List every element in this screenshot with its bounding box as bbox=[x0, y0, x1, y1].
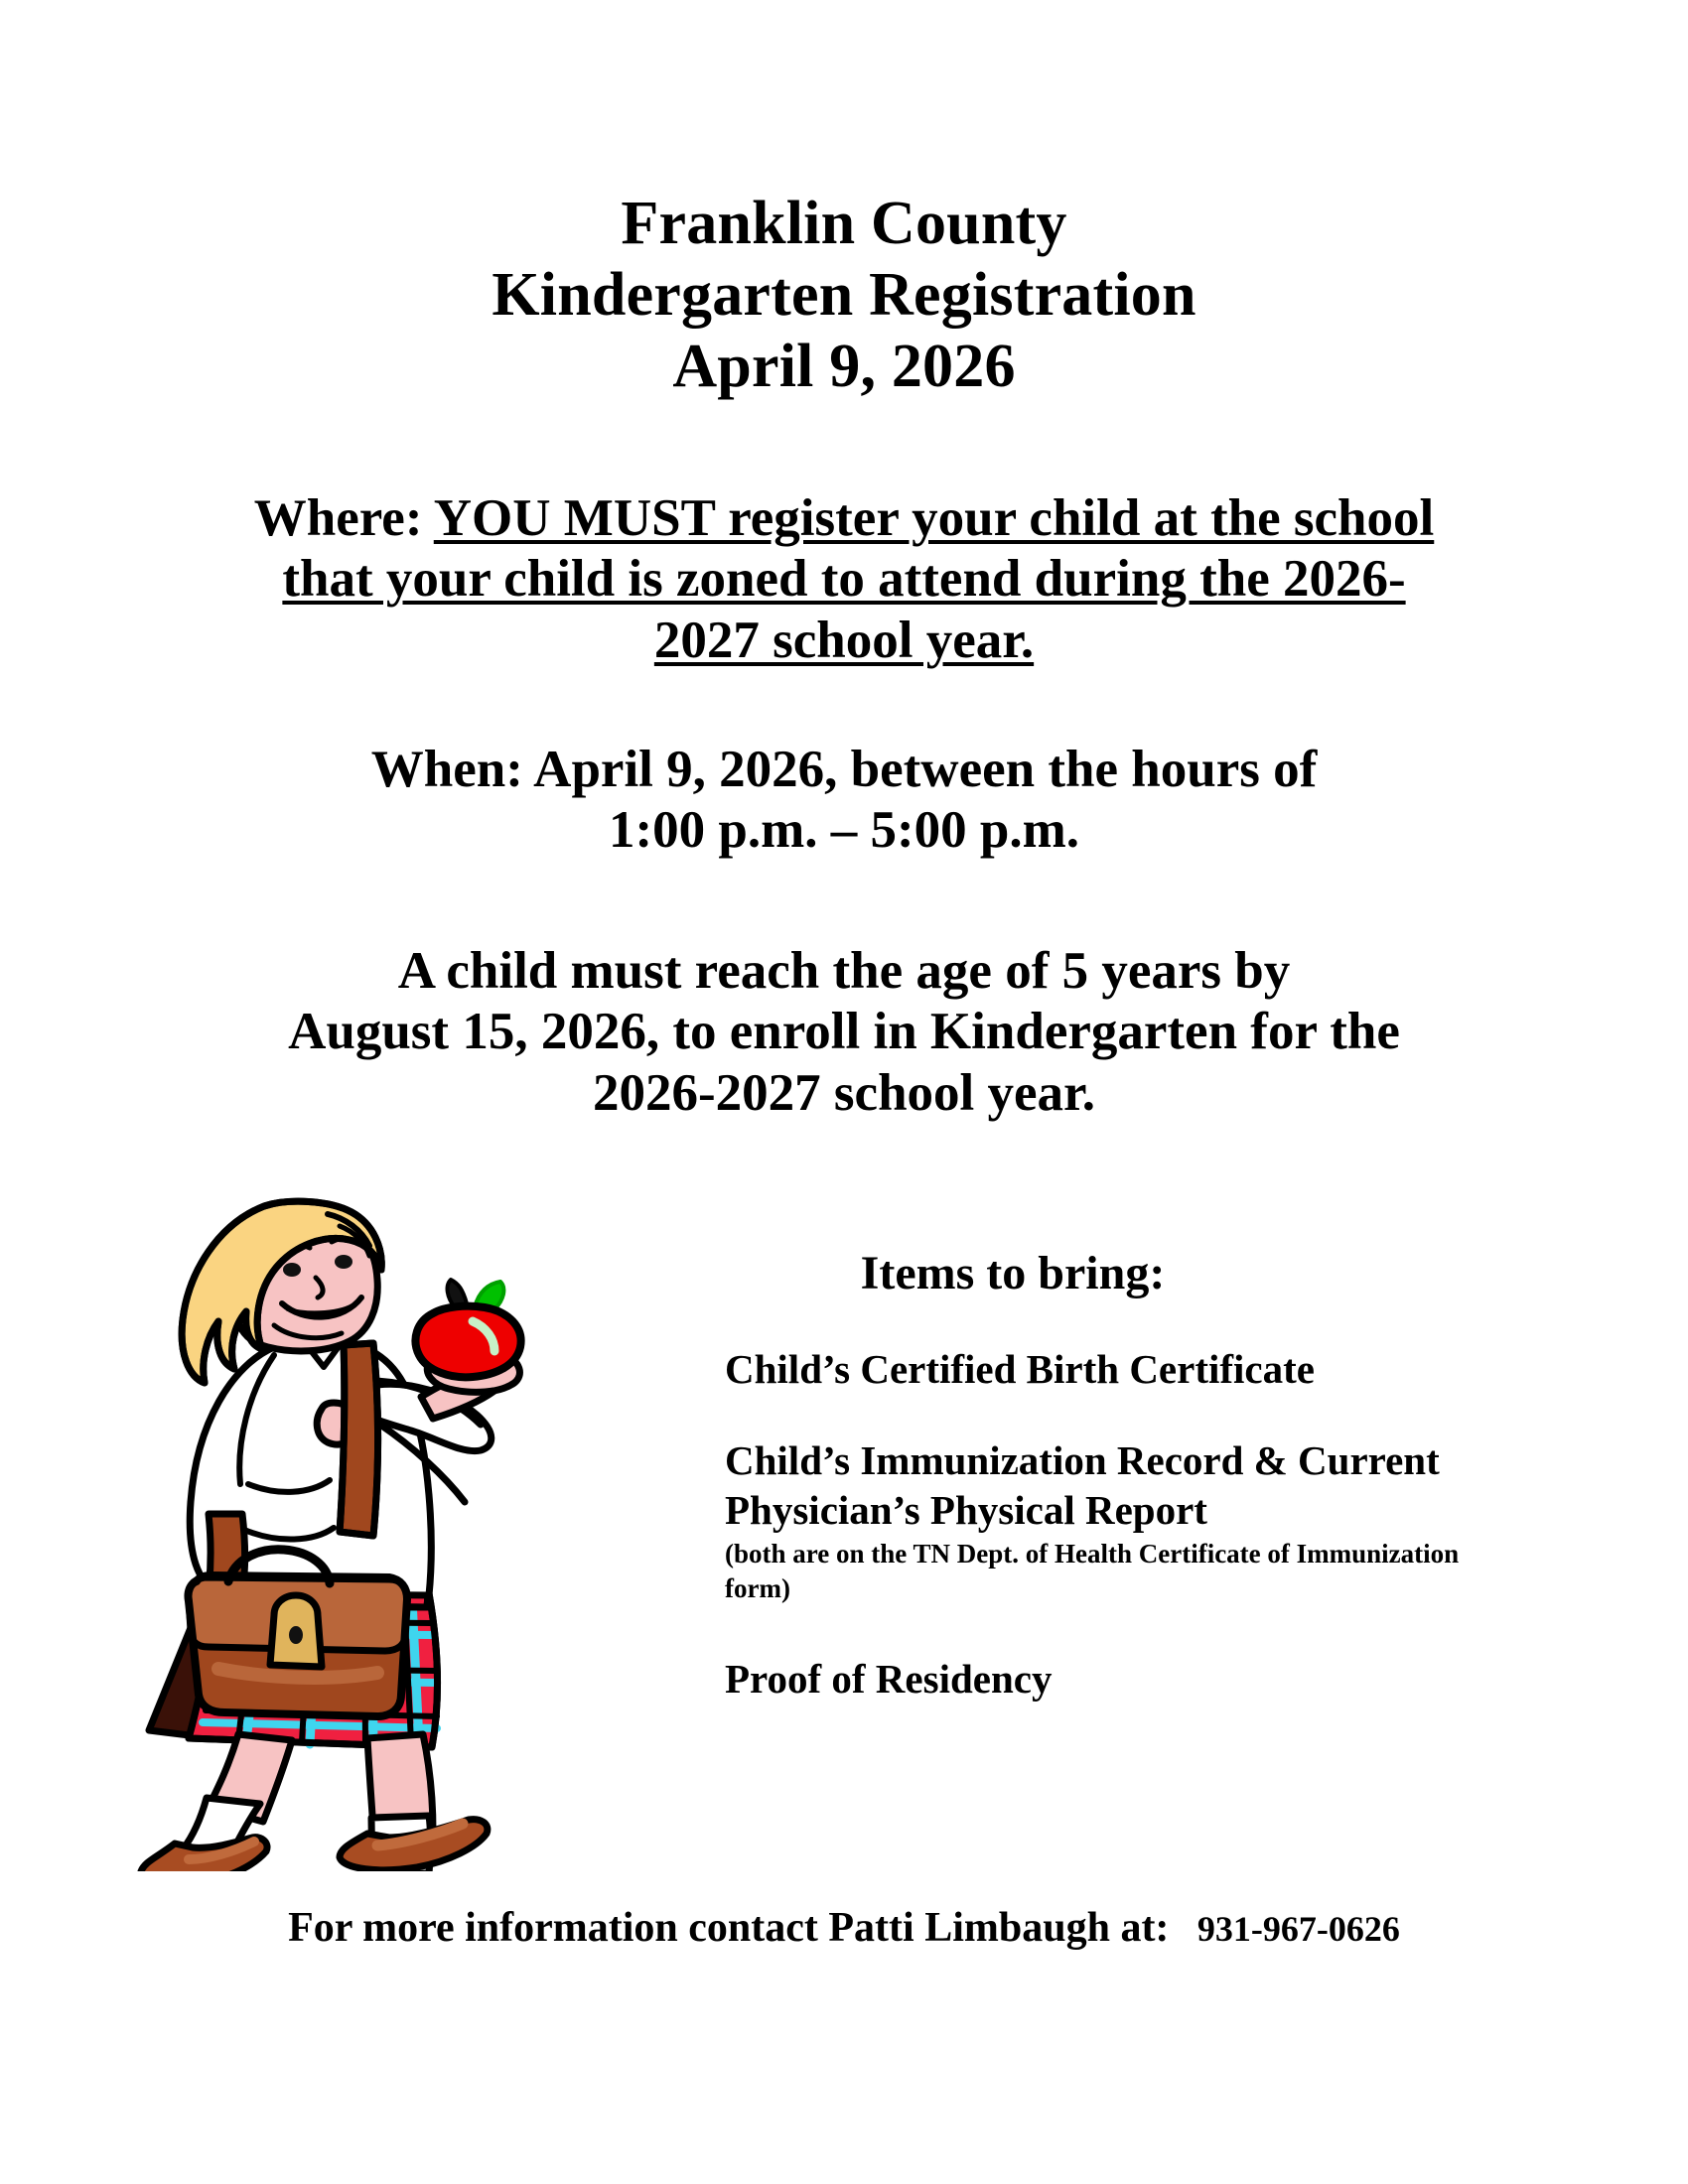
list-item: Child’s Immunization Record & Current Physician’s Physical Report bbox=[725, 1437, 1440, 1534]
schoolgirl-with-apple-illustration bbox=[79, 1186, 606, 1871]
page-title bbox=[0, 189, 1688, 403]
contact-phone: 931-967-0626 bbox=[1179, 1909, 1400, 1949]
where-label: Where: bbox=[253, 489, 434, 547]
title-line-county: Franklin County bbox=[621, 190, 1067, 257]
list-item: Proof of Residency bbox=[725, 1656, 1053, 1703]
contact-footer bbox=[0, 1904, 1688, 1952]
when-section bbox=[248, 740, 1440, 862]
title-line-event: Kindergarten Registration bbox=[492, 260, 1196, 329]
where-section bbox=[248, 488, 1440, 671]
items-to-bring-section bbox=[695, 1246, 1489, 1745]
items-to-bring-heading: Items to bring: bbox=[860, 1247, 1166, 1299]
age-line-3: 2026-2027 school year. bbox=[593, 1063, 1095, 1122]
age-line-1: A child must reach the age of 5 years by bbox=[397, 942, 1291, 1000]
list-item: Child’s Certified Birth Certificate bbox=[725, 1346, 1315, 1392]
where-statement: YOU MUST register your child at the school that your child is zoned to attend during the 2026-2027 school year. bbox=[282, 489, 1435, 669]
age-line-2: August 15, 2026, to enroll in Kindergarten for the bbox=[288, 1003, 1400, 1061]
when-line-hours: 1:00 p.m. – 5:00 p.m. bbox=[608, 801, 1080, 860]
contact-text: For more information contact Patti Limbaugh at: bbox=[288, 1905, 1170, 1951]
title-line-date: April 9, 2026 bbox=[672, 332, 1016, 400]
list-item-note: (both are on the TN Dept. of Health Certificate of Immunization form) bbox=[725, 1539, 1460, 1604]
items-to-bring-list bbox=[695, 1344, 1489, 1704]
schoolgirl-with-apple-icon bbox=[79, 1186, 606, 1871]
age-requirement-section bbox=[199, 941, 1489, 1124]
when-line-date: When: April 9, 2026, between the hours of bbox=[370, 741, 1318, 798]
